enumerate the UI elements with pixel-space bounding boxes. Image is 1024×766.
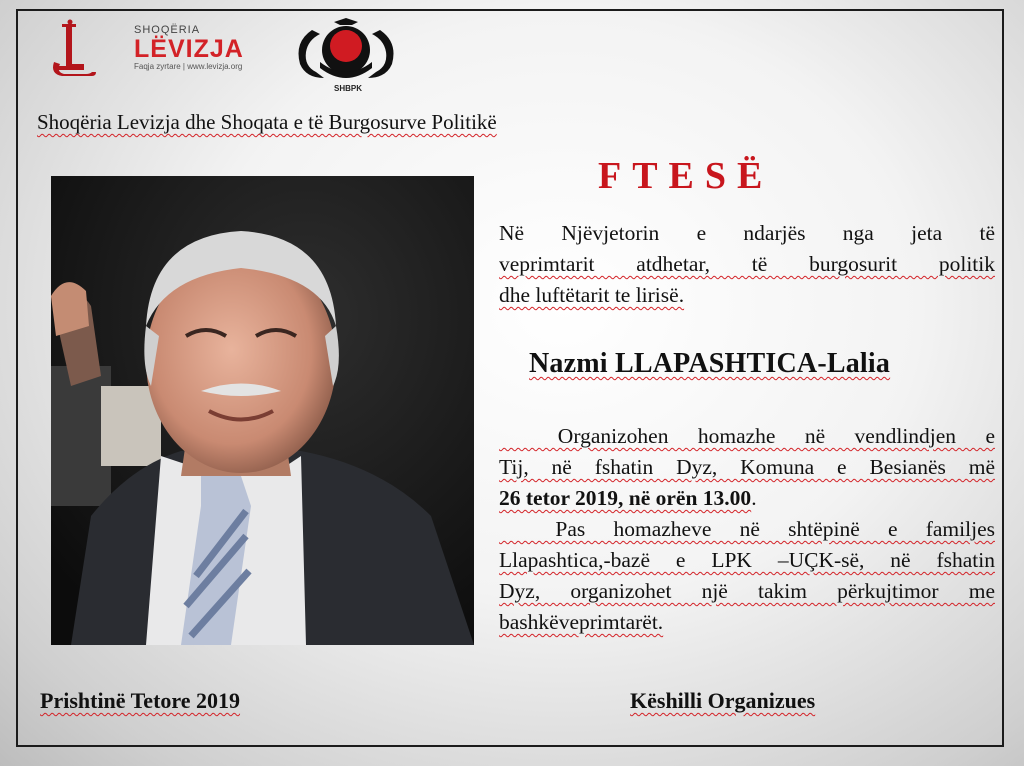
honoree-name: Nazmi LLAPASHTICA-Lalia [529,348,891,379]
intro-line-2: veprimtarit atdhetar, të burgosurit politik [499,252,995,276]
details-line-4: Pas homazheve në shtëpinë e familjes [499,517,995,541]
event-date-end: . [751,486,757,510]
details-line-2: Tij, në fshatin Dyz, Komuna e Besianës më [499,455,995,479]
levizja-brand-text: LËVIZJA [134,35,244,63]
place-date: Prishtinë Tetore 2019 [40,688,241,713]
details-line-7: bashkëveprimtarët. [499,610,664,634]
intro-line-3: dhe luftëtarit te lirisë. [499,283,685,307]
portrait-photo [51,176,474,645]
intro-line-1: Në Njëvjetorin e ndarjës nga jeta të [499,221,995,245]
organizers-header: Shoqëria Levizja dhe Shoqata e të Burgosurve Politikë [37,110,497,134]
shbpk-emblem-icon [290,16,402,92]
details-paragraph [499,421,995,638]
levizja-subtitle: Faqja zyrtare | www.levizja.org [134,62,243,71]
details-line-6: Dyz, organizohet një takim përkujtimor me [499,579,995,603]
shbpk-label: SHBPK [334,84,363,93]
intro-paragraph [499,218,995,311]
levizja-small-text: SHOQËRIA [134,24,201,36]
levizja-logo-icon [48,18,98,80]
details-line-3 [499,483,995,514]
levizja-logo-text [134,24,244,71]
event-date: 26 tetor 2019, në orën 13.00 [499,486,752,510]
details-line-1: Organizohen homazhe në vendlindjen e [499,424,995,448]
details-line-5: Llapashtica,-bazë e LPK –UÇK-së, në fshatin [499,548,995,572]
invitation-title: FTESË [598,155,774,197]
organizing-council: Këshilli Organizues [630,688,816,713]
